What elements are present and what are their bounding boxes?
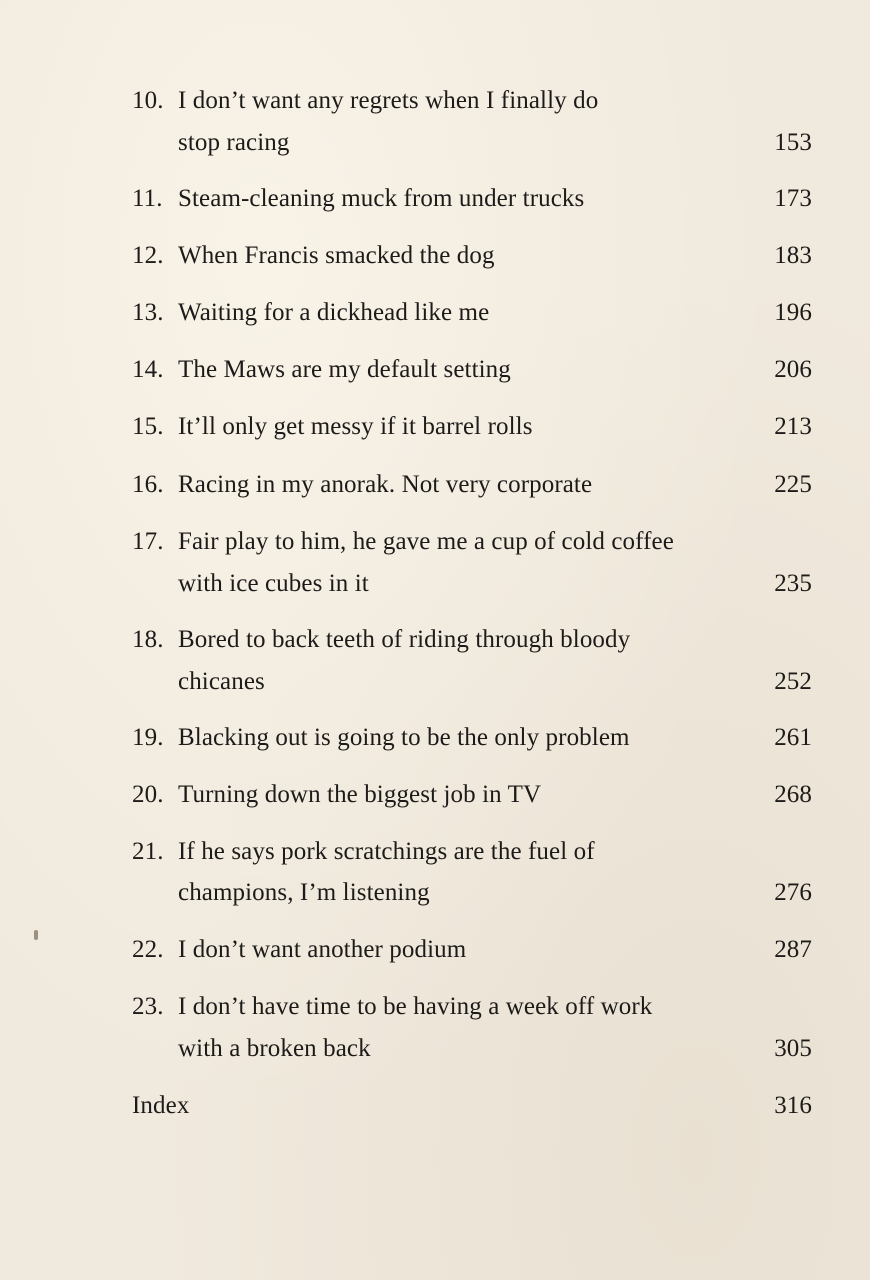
chapter-number: 10. bbox=[132, 87, 164, 114]
toc-entry-18[interactable] bbox=[132, 627, 812, 697]
chapter-title: Steam-cleaning muck from under trucks bbox=[178, 185, 585, 212]
chapter-title-line-2: with a broken back bbox=[178, 1035, 371, 1062]
chapter-title-line-1: I don’t have time to be having a week off work bbox=[178, 993, 653, 1020]
toc-entry-10[interactable] bbox=[132, 88, 812, 158]
chapter-title-line-2: with ice cubes in it bbox=[178, 570, 369, 597]
page-number: 287 bbox=[774, 936, 812, 963]
chapter-number: 13. bbox=[132, 299, 164, 326]
chapter-number: 22. bbox=[132, 936, 164, 963]
page-number: 261 bbox=[774, 724, 812, 751]
chapter-title: I don’t want another podium bbox=[178, 936, 467, 963]
page-number: 252 bbox=[774, 668, 812, 695]
toc-entry-22[interactable] bbox=[132, 937, 812, 965]
chapter-title: When Francis smacked the dog bbox=[178, 242, 495, 269]
chapter-number: 14. bbox=[132, 356, 164, 383]
index-label: Index bbox=[132, 1092, 190, 1119]
chapter-title-line-1: If he says pork scratchings are the fuel of bbox=[178, 838, 595, 865]
chapter-title-line-1: Bored to back teeth of riding through bloody bbox=[178, 626, 631, 653]
toc-entry-23[interactable] bbox=[132, 994, 812, 1064]
chapter-title: It’ll only get messy if it barrel rolls bbox=[178, 413, 533, 440]
chapter-title-line-2: champions, I’m listening bbox=[178, 879, 430, 906]
toc-entry-12[interactable] bbox=[132, 243, 812, 271]
toc-entry-16[interactable] bbox=[132, 472, 812, 500]
toc-entry-20[interactable] bbox=[132, 782, 812, 810]
chapter-number: 17. bbox=[132, 528, 164, 555]
toc-entry-14[interactable] bbox=[132, 357, 812, 385]
chapter-number: 21. bbox=[132, 838, 164, 865]
chapter-title-line-2: stop racing bbox=[178, 129, 290, 156]
page-number: 196 bbox=[774, 299, 812, 326]
chapter-title: Racing in my anorak. Not very corporate bbox=[178, 471, 593, 498]
chapter-number: 20. bbox=[132, 781, 164, 808]
page-number: 276 bbox=[774, 879, 812, 906]
toc-entry-19[interactable] bbox=[132, 725, 812, 753]
page-number: 225 bbox=[774, 471, 812, 498]
toc-entry-17[interactable] bbox=[132, 529, 812, 599]
page-number: 213 bbox=[774, 413, 812, 440]
page-number: 183 bbox=[774, 242, 812, 269]
page-number: 316 bbox=[774, 1092, 812, 1119]
page-number: 235 bbox=[774, 570, 812, 597]
page-number: 173 bbox=[774, 185, 812, 212]
chapter-title: Waiting for a dickhead like me bbox=[178, 299, 490, 326]
chapter-number: 23. bbox=[132, 993, 164, 1020]
chapter-number: 16. bbox=[132, 471, 164, 498]
chapter-number: 19. bbox=[132, 724, 164, 751]
toc-entry-15[interactable] bbox=[132, 414, 812, 442]
page-number: 153 bbox=[774, 129, 812, 156]
toc-entry-index[interactable] bbox=[132, 1093, 812, 1121]
chapter-number: 11. bbox=[132, 185, 163, 212]
page-number: 268 bbox=[774, 781, 812, 808]
chapter-title: Turning down the biggest job in TV bbox=[178, 781, 542, 808]
chapter-title-line-2: chicanes bbox=[178, 668, 265, 695]
toc-entry-13[interactable] bbox=[132, 300, 812, 328]
chapter-title: The Maws are my default setting bbox=[178, 356, 511, 383]
page-number: 305 bbox=[774, 1035, 812, 1062]
page-number: 206 bbox=[774, 356, 812, 383]
chapter-title-line-1: I don’t want any regrets when I finally do bbox=[178, 87, 599, 114]
toc-entry-21[interactable] bbox=[132, 839, 812, 909]
chapter-number: 15. bbox=[132, 413, 164, 440]
chapter-number: 18. bbox=[132, 626, 164, 653]
toc-entry-11[interactable] bbox=[132, 186, 812, 214]
chapter-title: Blacking out is going to be the only problem bbox=[178, 724, 630, 751]
chapter-title-line-1: Fair play to him, he gave me a cup of cold coffee bbox=[178, 528, 674, 555]
chapter-number: 12. bbox=[132, 242, 164, 269]
